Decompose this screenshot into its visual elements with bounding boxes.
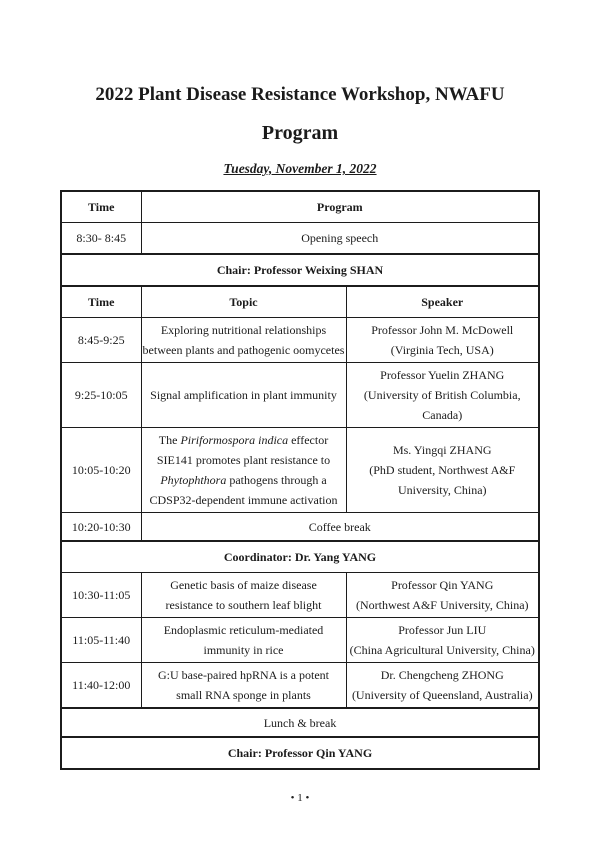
session-row <box>61 318 539 363</box>
session-time: 11:05-11:40 <box>61 618 141 663</box>
session-speaker: Professor Qin YANG (Northwest A&F University, China) <box>346 573 539 618</box>
session-row <box>61 663 539 709</box>
session-time: 8:45-9:25 <box>61 318 141 363</box>
chair-label: Chair: Professor Weixing SHAN <box>61 254 539 286</box>
session-topic: G:U base-paired hpRNA is a potent small RNA sponge in plants <box>141 663 346 709</box>
chair-label: Chair: Professor Qin YANG <box>61 737 539 769</box>
page-subtitle: Program <box>261 122 339 144</box>
session-time: 9:25-10:05 <box>61 363 141 428</box>
opening-row <box>61 223 539 255</box>
session-row <box>61 363 539 428</box>
session-row <box>61 428 539 513</box>
session-topic: The Piriformospora indica effector SIE141 promotes plant resistance to Phytophthora pathogens through a CDSP32-dependent immune activation <box>141 428 346 513</box>
session-time: 10:20-10:30 <box>61 513 141 542</box>
session-speaker: Ms. Yingqi ZHANG (PhD student, Northwest A&F University, China) <box>346 428 539 513</box>
session-speaker: Dr. Chengcheng ZHONG (University of Queensland, Australia) <box>346 663 539 709</box>
session-speaker: Professor John M. McDowell (Virginia Tech, USA) <box>346 318 539 363</box>
header-time: Time <box>61 191 141 223</box>
coordinator-label: Coordinator: Dr. Yang YANG <box>61 541 539 573</box>
session-row <box>61 618 539 663</box>
chair-row <box>61 737 539 769</box>
break-label: Coffee break <box>141 513 539 542</box>
session-topic: Genetic basis of maize disease resistance to southern leaf blight <box>141 573 346 618</box>
break-label: Lunch & break <box>61 708 539 737</box>
coffee-break-row <box>61 513 539 542</box>
program-table <box>60 190 540 770</box>
session-time: 11:40-12:00 <box>61 663 141 709</box>
page-title: 2022 Plant Disease Resistance Workshop, NWAFU <box>95 84 505 105</box>
footer-page-number: • 1 • <box>290 792 310 804</box>
lunch-break-row <box>61 708 539 737</box>
session-row <box>61 573 539 618</box>
session-topic: Opening speech <box>141 223 539 255</box>
session-time: 8:30- 8:45 <box>61 223 141 255</box>
session-speaker: Professor Yuelin ZHANG (University of British Columbia, Canada) <box>346 363 539 428</box>
coordinator-row <box>61 541 539 573</box>
session-topic: Endoplasmic reticulum-mediated immunity in rice <box>141 618 346 663</box>
date-heading: Tuesday, November 1, 2022 <box>223 161 377 176</box>
header-speaker: Speaker <box>346 286 539 318</box>
header-topic: Topic <box>141 286 346 318</box>
header-time: Time <box>61 286 141 318</box>
session-topic: Signal amplification in plant immunity <box>141 363 346 428</box>
table-header-row-2 <box>61 286 539 318</box>
header-program: Program <box>141 191 539 223</box>
session-time: 10:05-10:20 <box>61 428 141 513</box>
table-header-row-1 <box>61 191 539 223</box>
chair-row <box>61 254 539 286</box>
session-topic: Exploring nutritional relationships between plants and pathogenic oomycetes <box>141 318 346 363</box>
session-time: 10:30-11:05 <box>61 573 141 618</box>
session-speaker: Professor Jun LIU (China Agricultural University, China) <box>346 618 539 663</box>
